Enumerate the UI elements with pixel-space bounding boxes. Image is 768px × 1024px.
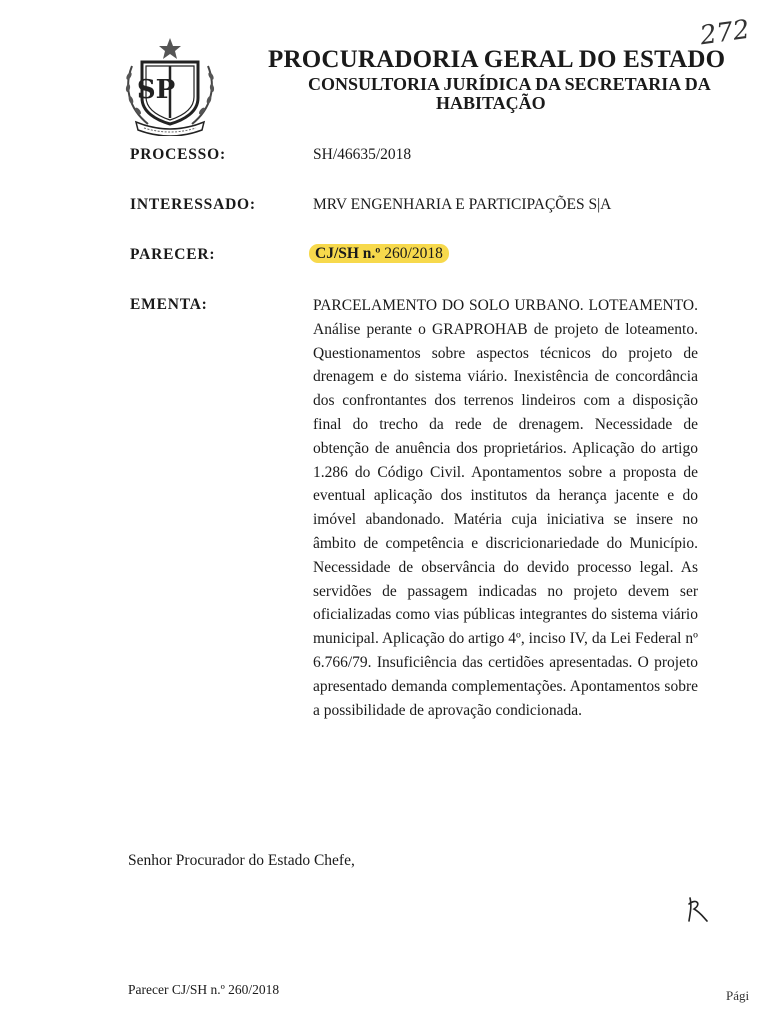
- ementa-label: EMENTA:: [130, 296, 208, 313]
- processo-label: PROCESSO:: [130, 146, 226, 163]
- sao-paulo-coat-of-arms-icon: [118, 36, 222, 136]
- parecer-highlight: [309, 244, 449, 263]
- interessado-value: MRV ENGENHARIA E PARTICIPAÇÕES S|A: [313, 196, 612, 213]
- footer-reference: Parecer CJ/SH n.º 260/2018: [128, 982, 280, 997]
- handwritten-initials-icon: [684, 894, 710, 924]
- institution-title: PROCURADORIA GERAL DO ESTADO: [268, 46, 726, 73]
- department-subtitle-line1: CONSULTORIA JURÍDICA DA SECRETARIA DA: [308, 74, 711, 94]
- department-subtitle-line2: HABITAÇÃO: [436, 93, 546, 113]
- ementa-text: PARCELAMENTO DO SOLO URBANO. LOTEAMENTO. Análise perante o GRAPROHAB de projeto de loteamento. Questionamentos sobre aspectos técnicos do projeto de drenagem e do sistema viário. Inexistência de concordância dos confrontantes dos terrenos lindeiros com a disposição final do trecho da rede de drenagem. Necessidade de obtenção de anuência dos proprietários. Aplicação do artigo 1.286 do Código Civil. Apontamentos sobre a proposta de eventual aplicação dos institutos da herança jacente e do imóvel abandonado. Matéria cuja iniciativa se insere no âmbito de competência e discricionariedade do Município. Necessidade de observância do devido processo legal. As servidões de passagem indicadas no projeto devem ser oficializadas como vias públicas integrantes do sistema viário municipal. Aplicação do artigo 4º, inciso IV, da Lei Federal nº 6.766/79. Insuficiência das certidões apresentadas. O projeto apresentado demanda complementações. Apontamentos sobre a possibilidade de aprovação condicionada.: [313, 297, 698, 719]
- parecer-prefix: CJ/SH n.º: [315, 245, 381, 262]
- parecer-value: [313, 245, 449, 263]
- processo-value: SH/46635/2018: [313, 146, 412, 163]
- salutation: Senhor Procurador do Estado Chefe,: [128, 852, 355, 869]
- parecer-number: 260/2018: [384, 245, 443, 262]
- crest-letters: SP: [136, 75, 176, 105]
- interessado-label: INTERESSADO:: [130, 196, 256, 213]
- footer-page-label: Pági: [726, 988, 750, 1003]
- handwritten-page-number: 272: [698, 14, 752, 52]
- parecer-label: PARECER:: [130, 246, 216, 263]
